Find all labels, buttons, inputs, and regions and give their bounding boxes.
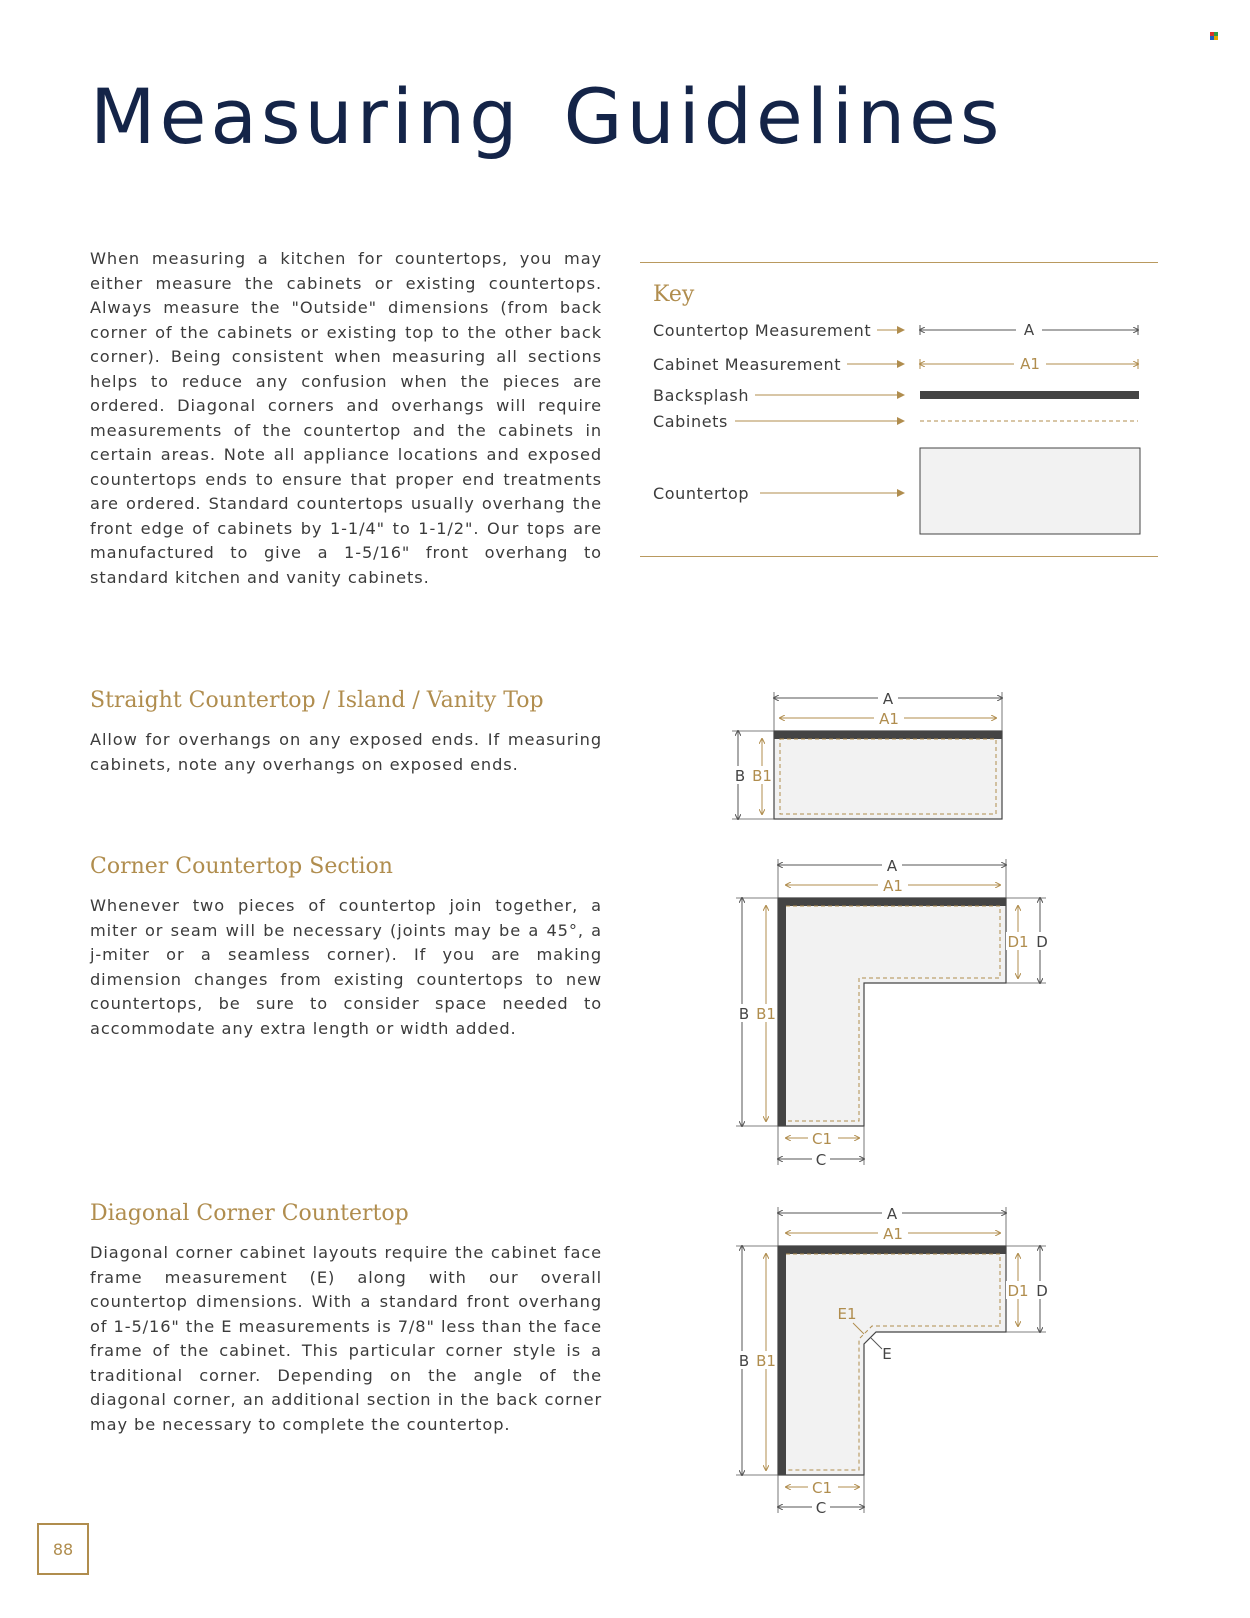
section-heading-diagonal: Diagonal Corner Countertop <box>90 1201 409 1226</box>
intro-paragraph: When measuring a kitchen for countertops, you may either measure the cabinets or existing countertops. Always measure the "Outside" dimensions (from back corner of the cabinets or existing top to the other back corner). Being consistent when measuring all sections helps to reduce any confusion when the pieces are ordered. Diagonal corners and overhangs will require measurements of the countertop and the cabinets in certain areas. Note all appliance locations and exposed countertops ends to ensure that proper end treatments are ordered. Standard countertops usually overhang the front edge of cabinets by 1-1/4" to 1-1/2". Our tops are manufactured to give a 1-5/16" front overhang to standard kitchen and vanity cabinets. <box>90 249 602 587</box>
diagonal-countertop-shape <box>778 1246 1006 1475</box>
page-number: 88 <box>37 1523 89 1575</box>
section-heading-corner: Corner Countertop Section <box>90 854 393 879</box>
diagonal-label-e1: E1 <box>837 1305 857 1323</box>
diagonal-label-c: C <box>815 1499 827 1517</box>
key-label-countertop: Countertop <box>653 484 755 503</box>
diagonal-e-line <box>871 1338 882 1349</box>
section-text-corner: Whenever two pieces of countertop join together, a miter or seam will be necessary (joints may be a 45°, a j-miter or a seamless corner). If you are making dimension changes from existing countertops to new countertops, be sure to consider space needed to accommodate any extra length or width added. <box>90 896 602 1038</box>
straight-backsplash <box>774 731 1002 739</box>
straight-label-b: B <box>734 767 746 785</box>
straight-label-a1: A1 <box>879 710 899 728</box>
diagonal-label-a1: A1 <box>883 1225 903 1243</box>
key-symbols <box>735 320 1140 534</box>
key-symbol-label-a1: A1 <box>1020 355 1040 373</box>
corner-countertop-diagram <box>736 857 1049 1169</box>
diagonal-label-d: D <box>1036 1282 1048 1300</box>
diagonal-backsplash-top <box>778 1246 1006 1254</box>
section-text-diagonal: Diagonal corner cabinet layouts require the cabinet face frame measurement (E) along with our overall countertop dimensions. With a standard front overhang of 1-5/16" the E measurements is 7/8" less than the face frame of the cabinet. This particular corner style is a traditional corner. Depending on the angle of the diagonal corner, an additional section in the back corner may be necessary to complete the countertop. <box>90 1243 602 1434</box>
corner-label-c: C <box>815 1151 827 1169</box>
diagonal-label-d1: D1 <box>1007 1282 1029 1300</box>
section-heading-straight: Straight Countertop / Island / Vanity Top <box>90 688 544 713</box>
key-symbol-countertop <box>920 448 1140 534</box>
key-label-backsplash: Backsplash <box>653 386 755 405</box>
page-title: Measuring Guidelines <box>90 72 1004 161</box>
diagonal-countertop-diagram <box>736 1205 1049 1517</box>
diagonal-label-b1: B1 <box>756 1352 776 1370</box>
corner-backsplash-left <box>778 898 786 1126</box>
key-label-countertop-measurement: Countertop Measurement <box>653 321 877 340</box>
straight-countertop-shape <box>774 731 1002 819</box>
corner-label-c1: C1 <box>811 1130 833 1148</box>
straight-label-b1: B1 <box>752 767 772 785</box>
straight-countertop-diagram <box>732 690 1002 819</box>
diagonal-label-b: B <box>738 1352 750 1370</box>
corner-backsplash-top <box>778 898 1006 906</box>
section-text-straight: Allow for overhangs on any exposed ends. If measuring cabinets, note any overhangs on exposed ends. <box>90 730 602 774</box>
corner-label-a: A <box>886 857 898 875</box>
key-symbol-backsplash <box>920 391 1139 399</box>
corner-label-a1: A1 <box>883 877 903 895</box>
corner-countertop-shape <box>778 898 1006 1126</box>
diagonal-label-e: E <box>882 1345 892 1363</box>
diagonal-backsplash-left <box>778 1246 786 1475</box>
corner-label-d1: D1 <box>1007 933 1029 951</box>
key-label-cabinet-measurement: Cabinet Measurement <box>653 355 847 374</box>
key-label-cabinets: Cabinets <box>653 412 734 431</box>
corner-label-b1: B1 <box>756 1005 776 1023</box>
diagonal-label-a: A <box>886 1205 898 1223</box>
key-title: Key <box>653 282 695 307</box>
key-symbol-label-a: A <box>1023 321 1035 339</box>
corner-label-d: D <box>1036 933 1048 951</box>
straight-label-a: A <box>882 690 894 708</box>
corner-label-b: B <box>738 1005 750 1023</box>
diagonal-label-c1: C1 <box>811 1479 833 1497</box>
